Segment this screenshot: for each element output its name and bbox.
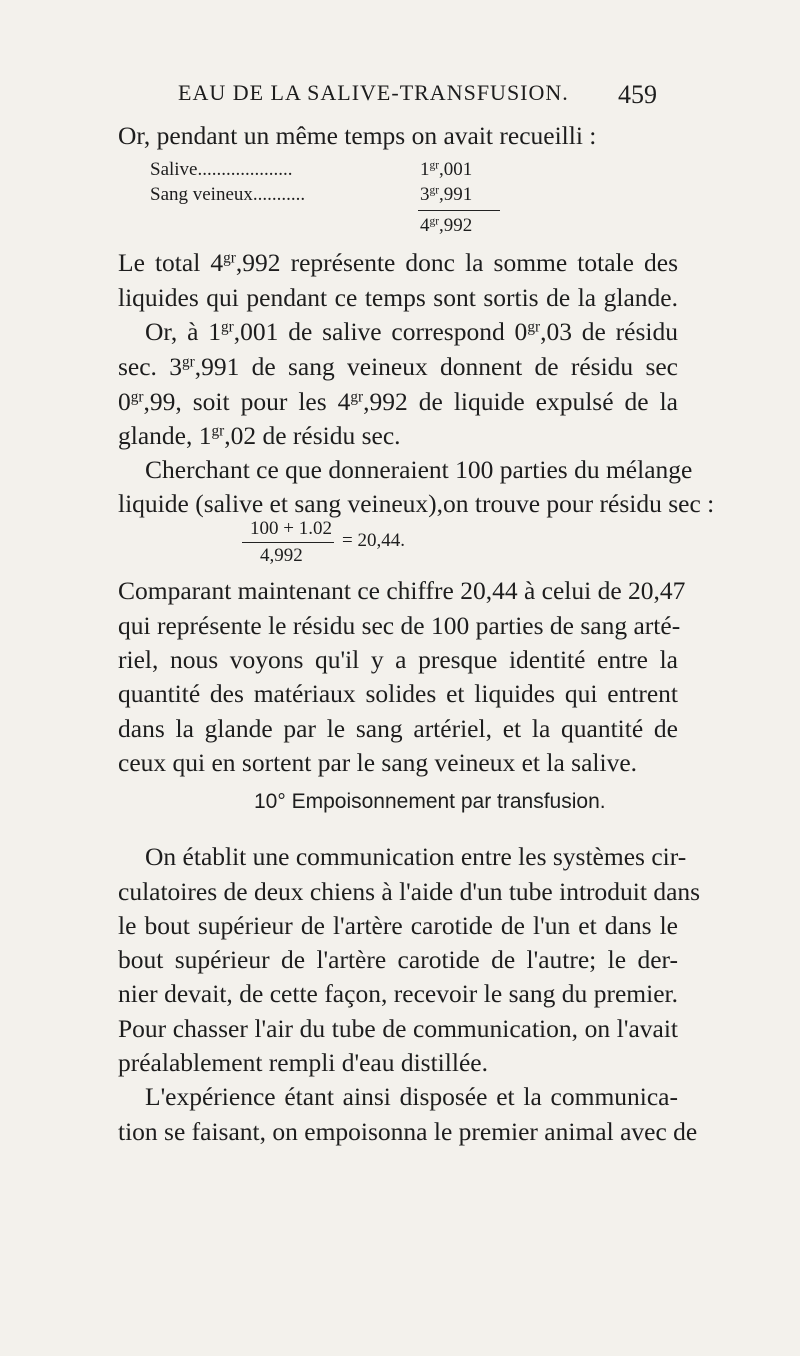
text-line: nier devait, de cette façon, recevoir le sang du premier. [118,979,678,1008]
page-number: 459 [618,80,657,109]
text-line: ceux qui en sortent par le sang veineux et la salive. [118,748,638,777]
text-line: $0^{gr},99$, soit pour les $4^{gr},992$ de liquide expulsé de la [118,387,678,416]
formula-numerator: 100 + 1.02 [250,518,332,539]
running-title: EAU DE LA SALIVE-TRANSFUSION. [178,80,569,105]
row-value: $3^{gr},991$ [420,184,473,205]
text-line: culatoires de deux chiens à l'aide d'un tube introduit dans [118,877,701,906]
text-line: bout supérieur de l'artère carotide de l'autre; le der- [118,945,678,974]
table-row [150,158,472,182]
text-line: Cherchant ce que donneraient 100 parties du mélange [145,455,693,484]
text-line: préalablement rempli d'eau distillée. [118,1048,488,1077]
text-line: riel, nous voyons qu'il y a presque identité entre la [118,645,678,674]
fraction-bar [242,542,334,543]
text-line: dans la glande par le sang artériel, et la quantité de [118,714,678,743]
row-label: Sang veineux........... [150,184,306,205]
text-line: Or, à $1^{gr},001$ de salive correspond $0^{gr},03$ de résidu [145,317,678,346]
row-label: Salive.................... [150,159,293,180]
text-line: Pour chasser l'air du tube de communication, on l'avait [118,1014,678,1043]
text-line: tion se faisant, on empoisonna le premier animal avec de [118,1117,698,1146]
text-line: On établit une communication entre les systèmes cir- [145,842,687,871]
text-line: le bout supérieur de l'artère carotide de l'un et dans le [118,911,678,940]
section-title: 10° Empoisonnement par transfusion. [254,790,606,813]
row-value: $1^{gr},001$ [420,159,473,180]
sum-rule [418,210,500,211]
text-line: Le total $4^{gr},992$ représente donc la somme totale des [118,248,678,277]
text-line: quantité des matériaux solides et liquides qui entrent [118,679,678,708]
intro-line: Or, pendant un même temps on avait recueilli : [118,121,597,150]
text-line: Comparant maintenant ce chiffre 20,44 à celui de 20,47 [118,576,686,605]
formula-result: = 20,44. [342,530,405,551]
table-row [150,183,472,207]
text-line: sec. $3^{gr},991$ de sang veineux donnent de résidu sec [118,352,678,381]
text-line: glande, $1^{gr},02$ de résidu sec. [118,421,401,450]
text-line: liquides qui pendant ce temps sont sortis de la glande. [118,283,678,312]
text-line: liquide (salive et sang veineux),on trouve pour résidu sec : [118,489,715,518]
text-line: L'expérience étant ainsi disposée et la communica- [145,1082,678,1111]
formula [242,518,502,568]
table-total: $4^{gr},992$ [420,215,473,236]
formula-denominator: 4,992 [260,545,303,566]
text-line: qui représente le résidu sec de 100 parties de sang arté- [118,611,681,640]
